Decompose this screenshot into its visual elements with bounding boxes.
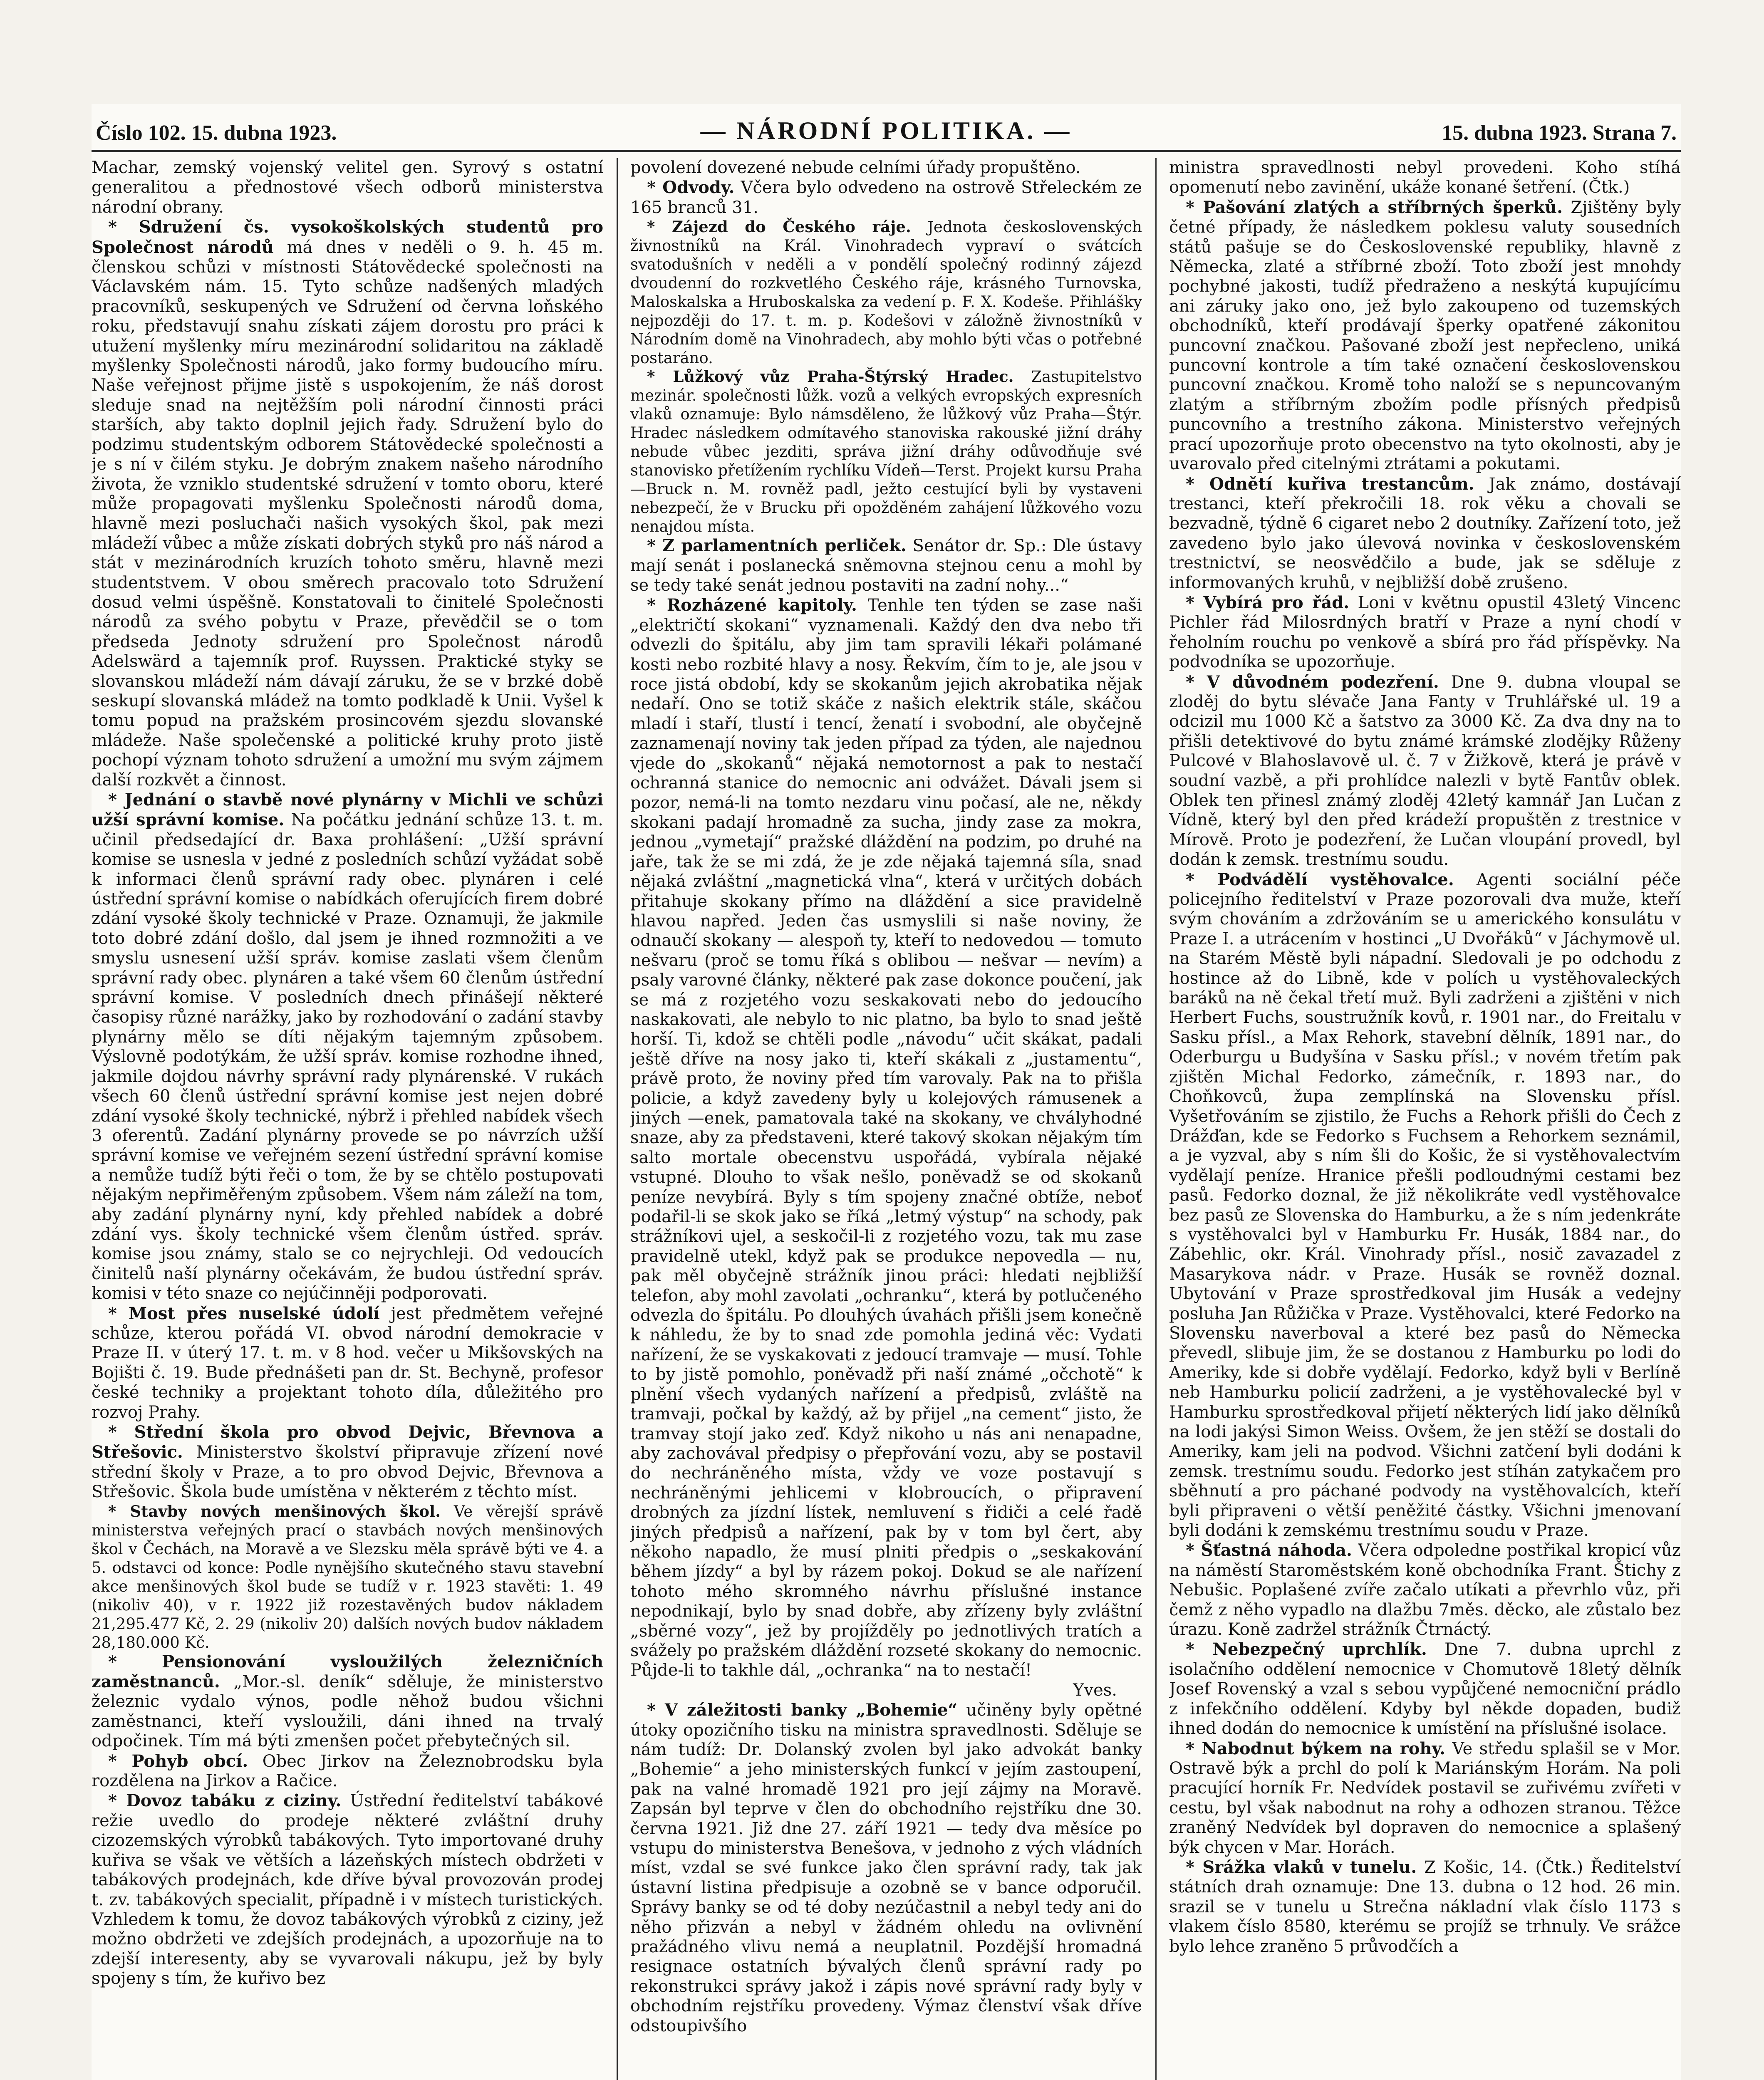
article-headline: * Lůžkový vůz Praha-Štýrský Hradec.: [647, 367, 1014, 386]
article-paragraph: [630, 536, 1142, 595]
article-text: Senátor dr. Sp.: Dle ústavy mají senát i poslanecká sněmovna stejnou cenu a mohl by se tedy také senát jednou postaviti na zadní nohy...“: [630, 536, 1142, 595]
article-paragraph: [92, 158, 603, 217]
article-paragraph: [630, 158, 1142, 178]
article-text: Jednota československých živnostníků na Král. Vinohradech vypraví o svátcích svatodušních v neděli a v pondělí společný rodinný zájezd dvoudenní do rozkvetlého Českého ráje, krásného Turnovska, Maloskalska a Hruboskalska za vedení p. F. X. Kodeše. Přihlášky nejpozději do 17. t. m. p. Kodešovi v záložně živnostníků v Národním domě na Vinohradech, aby mohlo býti včas o potřebné postaráno.: [630, 218, 1142, 367]
article-paragraph: [92, 217, 603, 790]
column-3: [1169, 158, 1681, 2080]
article-text: „Mor.-sl. deník“ sděluje, že ministerstvo železnic vydalo výnos, podle něhož budou všichni zaměstnanci, kteří vysloužili, dáni ihned na trvalý odpočinek. Tím má býti zmenšen počet přebytečných sil.: [92, 1672, 603, 1751]
article-headline: * Pensionování vysloužilých železničních zaměstnanců.: [92, 1652, 603, 1692]
article-text: Obec Jirkov na Železnobrodsku byla rozdělena na Jirkov a Račice.: [92, 1751, 603, 1791]
article-text: Zjištěny byly četné případy, že následkem poklesu valuty sousedních států pašuje se do Československé republiky, hlavně z Německa, zlaté a stříbrné zboží. Toto zboží jest mnohdy pochybné jakosti, tudíž předraženo a neskýtá kupujícímu ani záruky jako ono, jež bylo zakoupeno od tuzemských obchodníků, kteří prodávají šperky opatřené zákonitou puncovní značkou. Pašované zboží jest nepřecleno, uniká puncovní kontrole a tím také označení československou puncovní značkou. Kromě toho naloží se s nepuncovaným zlatým a stříbrným zbožím podle přísných předpisů puncovního a trestního zákona. Ministerstvo veřejných prací upozorňuje proto obecenstvo na tyto okolnosti, aby je uvarovalo před citelnými ztrátami a pokutami.: [1169, 198, 1681, 474]
article-headline: * Stavby nových menšinových škol.: [108, 1502, 441, 1520]
article-paragraph: [1169, 474, 1681, 593]
article-paragraph: [1169, 593, 1681, 672]
article-text: Na počátku jednání schůze 13. t. m. učinil předsedající dr. Baxa prohlášení: „Užší správní komise se usnesla v jedné z posledních schůzí vyžádat sobě k informaci členů správní rady obec. plynáren i celé ústřední správní komise o nabídkách oferujících firem dobré zdání vysoké školy technické v Praze. Oznamuji, že jakmile toto dobré zdání došlo, dal jsem je ihned rozmnožiti a ve smyslu usnesení užší správ. komise zaslati všem členům správní rady obec. plynáren a také všem 60 členům ústřední správní komise. V posledních dnech přinášejí některé časopisy různé narážky, jako by rozhodování o zadání stavby plynárny mělo se díti nějakým tajemným způsobem. Výslovně podotýkám, že užší správ. komise rozhodne ihned, jakmile dojdou návrhy správní rady plynárenské. V rukách všech 60 členů ústřední správní komise jest nejen dobré zdání vysoké školy technické, nýbrž i přehled nabídek všech 3 oferentů. Zadání plynárny provede se po návrzích užší správní komise ve veřejném sezení ústřední správní komise a nemůže tudíž býti řeči o tom, že by se chtělo postupovati nějakým nepřiměřeným způsobem. Všem nám záleží na tom, aby zadání plynárny nyní, kdy přehled nabídek a dobré zdání vys. školy technické všem členům ústřed. správ. komise jsou známy, stalo se co nejrychleji. Od vedoucích činitelů naší plynárny očekávám, že budou ústřední správ. komisi v této snaze co nejúčinněji podporovati.: [92, 810, 603, 1303]
article-headline: * Odvody.: [647, 178, 735, 198]
article-paragraph: [92, 1422, 603, 1502]
article-headline: * Odnětí kuřiva trestancům.: [1186, 474, 1474, 494]
article-paragraph: [630, 1700, 1142, 2036]
article-headline: * Podvádělí vystěhovalce.: [1186, 869, 1454, 889]
article-paragraph: [92, 1304, 603, 1422]
article-headline: * Sdružení čs. vysokoškolských studentů pro Společnost národů: [92, 217, 603, 257]
article-text: Ministerstvo školství připravuje zřízení nové střední školy v Praze, a to pro obvod Dejvic, Břevnova a Střešovic. Škola bude umístěna v některém z těchto míst.: [92, 1443, 603, 1502]
page-header: [92, 104, 1681, 152]
article-signature: Yves.: [1073, 1680, 1117, 1700]
article-headline: * V důvodném podezření.: [1186, 672, 1439, 692]
article-headline: * Nabodnut býkem na rohy.: [1186, 1738, 1446, 1758]
article-paragraph: [1169, 1639, 1681, 1738]
article-headline: * Dovoz tabáku z ciziny.: [108, 1791, 342, 1811]
article-text: Tenhle ten týden se zase naši „električtí skokani“ vyznamenali. Každý den dva nebo tři odvezli do špitálu, aby jim tam spravili lékaři polámané kosti nebo rozbité hlavy a nosy. Řekvím, čím to je, ale jsou v roce jistá období, kdy se skokanům jejich akrobatika nějak nedaří. Ono se totiž skáče z našich elektrik stále, skáčou mladí i staří, tlustí i tencí, ženatí i svobodní, ale obyčejně zaznamenají noviny tak jeden případ za týden, ale najednou vjede do „skokanů“ nějaká nemotornost a pak to nestačí ochranná stanice do nemocnic ani odvážet. Dávali jsem si pozor, nemá-li na tomto nezdaru vinu počasí, ale ne, někdy skokani padají hromadně za sucha, jindy zase za mokra, jednou „vymetají“ pražské dláždění na podzim, po druhé na jaře, tak že se mi zdá, že je zde nějaká tajemná síla, snad nějaká zvláštní „magnetická vlna“, která v určitých dobách přitahuje skokany přímo na dláždění a sice pravidelně hlavou napřed. Jeden čas usmyslili si naše noviny, že odnaučí skokany — alespoň ty, kteří to nedovedou — tomuto nešvaru (proč se tomu říká s oblibou — nešvar — nevím) a psaly varovné články, některé pak zase dokonce poučení, jak se má z rozjetého vozu seskakovati nebo do jedoucího naskakovati, ale nebylo to nic platno, ba bylo to snad ještě horší. Ti, kdož se chtěli podle „návodu“ učit skákat, padali ještě dříve na nosy jako ti, kteří skákali z „justamentu“, právě proto, že noviny před tím varovaly. Pak na to přišla policie, a když zavedeny byly u kolejových rámusenek a jiných —enek, pamatovala také na skokany, ve chvályhodné snaze, aby za představeni, které takový skokan nějakým tím salto mortale obecenstvu uspořádá, vybírala nějaké vstupné. Dlouho to však nešlo, poněvadž se od skokanů peníze nevybírá. Byly s tím spojeny značné obtíže, neboť podařil-li se skok jako se říká „letmý výstup“ na schody, pak strážníkovi ujel, a seskočil-li z rozjetého vozu, tak mu zase pravidelně utekl, když pak se produkce nepovedla — nu, pak měl obyčejně strážník jinou práci: hledati nejbližší telefon, aby mohl zavolati „ochranku“, která by potlučeného odvezla do špitálu. Po dlouhých úvahách přišli jsem konečně k náhledu, že by to snad zde pomohla jediná věc: Vydati nařízení, že se vyskakovati z jedoucí tramvaje — musí. Tohle to by jistě pomohlo, poněvadž při naší známé „očchotě“ k plnění všech vydaných nařízení a předpisů, zvláště na tramvaji, počkal by každý, až by přijel „na cement“ jisto, že tramvay stojí jako zeď. Když nikoho u nás ani nenapadne, aby zachovával předpisy o přepřování vozu, aby se postavil do nechráněného místa, vždy ve voze postavují s nechráněnými jehlicemi v klobroucích, o připravení drobných za jízdní lístek, nemluvení s řidiči a celé řadě jiných předpisů a nařízení, pak by v tom byl čert, aby někoho napadlo, že musí plniti předpis o „seskakování během jízdy“ a byl by rázem pokoj. Dokud se ale nařízení tohoto mého skromného návrhu příslušné instance nepodnikají, bylo by snad dobře, aby zřízeny byly zvláštní „sběrné vozy“, jež by projížděly po jednotlivých tratích a svážely po pražském dláždění rozseté skokany do nemocnic. Půjde-li to takhle dál, „ochranka“ na to nestačí!: [630, 596, 1142, 1680]
article-text: povolení dovezené nebude celními úřady propuštěno.: [630, 158, 1081, 177]
article-text: má dnes v neděli o 9. h. 45 m. členskou schůzi v místnosti Státovědecké společnosti na Václavském nám. 15. Tyto schůze nadšených mladých pracovníků, seskupených ve Sdružení od června loňského roku, představují snahu získati zájem dorostu pro práci k utužení myšlenky míru mezinárodní solidaritou na základě myšlenky Společnosti národů, jako formy budoucího míru. Naše veřejnost přijme jistě s uspokojením, že náš dorost sleduje snad na nejtěžším poli národní činnosti práci starších, aby takto doplnil jejich řady. Sdružení bylo do podzimu studentským odborem Státovědecké společnosti a je s ní v čilém styku. Je dobrým znakem našeho národního života, že vzniklo studentské sdružení v tomto oboru, které může propagovati myšlenku Společnosti národů doma, hlavně mezi posluchači našich vysokých škol, pak mezi mládeží vůbec a může získati dobrých styků pro náš národ a stát v mezinárodních kruzích tohoto směru, hlavně mezi studentstvem. V obou směrech pracovalo toto Sdružení dosud velmi úspěšně. Konstatovali to činitelé Společnosti národů za svého pobytu v Praze, převědčil se o tom předseda Jednoty sdružení pro Společnost národů Adelswärd a tajemník prof. Ruyssen. Praktické styky se slovanskou mládeží nám dávají záruku, že se v brzké době seskupí slovanská mládež na tomto podkladě k Unii. Vyšel k tomu popud na pražském prosincovém sjezdu slovanské mládeže. Naše společenské a politické kruhy proto jistě pochopí význam tohoto sdružení a umožní mu svým zájmem další rozkvět a činnost.: [92, 238, 603, 790]
article-headline: * Rozházené kapitoly.: [647, 595, 857, 615]
article-paragraph: [1169, 158, 1681, 198]
article-text: Loni v květnu opustil 43letý Vincenc Pichler řád Milosrdných bratří v Praze a nyní chodí v řeholním rouchu po venkově a sbírá pro řád příspěvky. Na podvodníka se upozorňuje.: [1169, 593, 1681, 672]
article-headline: * Jednání o stavbě nové plynárny v Michli ve schůzi užší správní komise.: [92, 790, 603, 830]
article-text: Dne 9. dubna vloupal se zloděj do bytu slévače Jana Fanty v Truhlářské ul. 19 a odcizil mu 1000 Kč a šatstvo za 3000 Kč. Za dva dny na to přišli detektivové do bytu známé krámské zlodějky Růženy Pulcové v Blahoslavově ul. č. 7 v Žižkově, která je právě v soudní vazbě, a při prohlídce nalezli v bytě Fantův oblek. Oblek ten přinesl známý zloděj 42letý kamnář Jan Lučan z Vídně, který byl den před krádeží propuštěn z trestnice v Mírově. Proto je podezření, že Lučan vloupání provedl, byl dodán k zemsk. trestnímu soudu.: [1169, 672, 1681, 869]
article-text: Včera bylo odvedeno na ostrově Střeleckém ze 165 branců 31.: [630, 178, 1142, 217]
article-paragraph: [92, 1502, 603, 1652]
article-text: Zastupitelstvo mezinár. společnosti lůžk. vozů a velkých evropských expresních vlaků oznamuje: Bylo námsděleno, že lůžkový vůz Praha—Štýr. Hradec následkem odmítavého stanoviska rakouské jižní dráhy nebude vůbec jezditi, správa jižní dráhy odůvodňuje své stanovisko přetížením rychlíku Vídeň—Terst. Projekt kursu Praha—Bruck n. M. rovněž padl, ježto cestující byli by vystaveni nebezpečí, že v Brucku při opožděném zahájení lůžkového vozu nenajdou místa.: [630, 368, 1142, 536]
article-headline: * Z parlamentních perliček.: [647, 536, 907, 556]
article-headline: * V záležitosti banky „Bohemie“: [647, 1700, 958, 1720]
article-text: Machar, zemský vojenský velitel gen. Syrový s ostatní generalitou a přednostové všech odborů ministerstva národní obrany.: [92, 158, 603, 217]
newspaper-title: — NÁRODNÍ POLITIKA. —: [700, 117, 1072, 144]
column-1: [92, 158, 603, 2080]
article-paragraph: [630, 178, 1142, 218]
article-paragraph: [92, 1751, 603, 1791]
article-headline: * Vybírá pro řád.: [1186, 592, 1350, 612]
article-headline: * Most přes nuselské údolí: [108, 1303, 380, 1323]
article-paragraph: [1169, 870, 1681, 1541]
article-text: jest předmětem veřejné schůze, kterou pořádá VI. obvod národní demokracie v Praze II. v úterý 17. t. m. v 8 hod. večer u Mikšovských na Bojišti č. 19. Bude přednášeti pan dr. St. Bechyně, profesor české techniky a projektant tohoto díla, důležitého pro rozvoj Prahy.: [92, 1304, 603, 1422]
article-paragraph: [1169, 1540, 1681, 1639]
article-headline: * Střední škola pro obvod Dejvic, Břevnova a Střešovic.: [92, 1422, 603, 1462]
article-columns: [92, 158, 1681, 2080]
article-text: Jak známo, dostávají trestanci, kteří překročili 18. rok věku a chovali se bezvadně, týdně 6 cigaret nebo 2 doutníky. Zařízení toto, jež zavedeno bylo jako úlevová novinka v československém trestnictví, se neosvědčilo a bude, jak se sděluje z informovaných kruhů, v nejbližší době zrušeno.: [1169, 474, 1681, 592]
article-paragraph: [630, 367, 1142, 536]
article-paragraph: [1169, 1857, 1681, 1956]
newspaper-page: [92, 104, 1681, 2080]
article-text: ministra spravedlnosti nebyl provedeni. Koho stíhá opomenutí nebo zavinění, ukáže konané šetření. (Čtk.): [1169, 158, 1681, 197]
article-paragraph: [1169, 672, 1681, 870]
article-paragraph: [1169, 1739, 1681, 1857]
date-page-number: 15. dubna 1923. Strana 7.: [1442, 121, 1677, 145]
article-text: Dne 7. dubna uprchl z isolačního oddělení nemocnice v Chomutově 18letý dělník Josef Rovenský a vzal s sebou vypůjčené nemocniční prádlo z infekčního oddělení. Kdyby byl někde dopaden, budiž ihned dodán do nemocnice k umístění na příslušné isolace.: [1169, 1640, 1681, 1738]
article-paragraph: [1169, 198, 1681, 474]
article-paragraph: [630, 218, 1142, 367]
issue-number-date: Číslo 102. 15. dubna 1923.: [96, 121, 337, 145]
article-paragraph: [630, 595, 1142, 1680]
article-headline: * Srážka vlaků v tunelu.: [1186, 1857, 1417, 1877]
column-2: [630, 158, 1142, 2080]
article-text: Ústřední ředitelství tabákové režie uvedlo do prodeje některé zvláštní druhy cizozemských výrobků tabákových. Tyto importované druhy kuřiva se však ve větších a lázeňských místech obdržeti v tabákových prodejnách, kde dříve býval provozován prodej t. zv. tabákových specialit, případně i v místech turistických. Vzhledem k tomu, že dovoz tabákových výrobků z ciziny, jež možno obdržeti ve zdejších prodejnách, a upozorňuje na to zdejší interesenty, aby se vyvarovali nákupu, jež by byly spojeny s tím, že kuřivo bez: [92, 1791, 603, 1988]
article-headline: * Pašování zlatých a stříbrných šperků.: [1186, 197, 1563, 217]
article-paragraph: [92, 1791, 603, 1988]
article-text: Včera odpoledne postřikal kropicí vůz na náměstí Staroměstském koně obchodníka Frant. Štichy z Nebušic. Poplašené zvíře začalo utíkati a převrhlo vůz, při čemž z něho vypadlo na dlažbu 7měs. děcko, ale zůstalo bez úrazu. Koně zadržel strážník Čtrnáctý.: [1169, 1541, 1681, 1639]
article-text: Z Košic, 14. (Čtk.) Ředitelství státních drah oznamuje: Dne 13. dubna o 12 hod. 26 min. srazil se v tunelu u Strečna nákladní vlak číslo 1173 s vlakem číslo 8580, kterému se projíž se trhnuly. Ve srážce bylo lehce zraněno 5 průvodčích a: [1169, 1857, 1681, 1956]
article-headline: * Nebezpečný uprchlík.: [1186, 1639, 1427, 1659]
article-text: Ve věrejší správě ministerstva veřejných prací o stavbách nových menšinových škol v Čechách, na Moravě a ve Slezsku měla správě býti ve 4. a 5. odstavci od konce: Podle nynějšího skutečného stavu stavební akce menšinových škol bude se tudíž v r. 1923 stavěti: 1. 49 (nikoliv 40), v r. 1922 již rozestavěných budov nákladem 21,295.477 Kč, 2. 29 (nikoliv 20) dalších nových budov nákladem 28,180.000 Kč.: [92, 1502, 603, 1652]
article-text: Ve středu splašil se v Mor. Ostravě býk a prchl do polí k Mariánským Horám. Na poli pracující horník Fr. Nedvídek postavil se zuřivému zvířeti v cestu, byl však nabodnut na rohy a odhozen stranou. Těžce zraněný Nedvídek byl dopraven do nemocnice a splašený býk chycen v Mar. Horách.: [1169, 1739, 1681, 1857]
article-text: učiněny byly opětné útoky opozičního tisku na ministra spravedlnosti. Sděluje se nám tudíž: Dr. Dolanský zvolen byl jako advokát banky „Bohemie“ a jeho ministerských funkcí v jejím zastoupení, pak na valné hromadě 1921 pro její zájmy na Moravě. Zapsán byl teprve v člen do obchodního rejstříku dne 30. června 1921. Již dne 27. září 1921 — tedy dva měsíce po vstupu do ministerstva Benešova, v jednoho z vých vládních míst, vzdal se své funkce jako člen správní rady, tak jak ústavní listina předpisuje a ozobně se v bance odporučil. Správy banky se od té doby nezúčastnil a nebyl tedy ani do něho přizván a nebyl v žádném ohledu na ovlivnění pražádného vlivu nemá a neuplatnil. Pozdější hromadná resignace ostatních bývalých členů správní rady po rekonstrukci správy jakož i zápis nové správní rady byly v obchodním rejstříku provedeny. Výmaz členství však dříve odstoupivšího: [630, 1701, 1142, 2035]
article-paragraph: [92, 790, 603, 1304]
article-paragraph: [92, 1652, 603, 1751]
article-headline: * Šťastná náhoda.: [1186, 1540, 1352, 1560]
article-headline: * Pohyb obcí.: [108, 1751, 248, 1771]
article-headline: * Zájezd do Českého ráje.: [647, 218, 911, 236]
article-text: Agenti sociální péče policejního ředitelství v Praze pozorovali dva muže, kteří svým chováním a zdržováním se u amerického konsulátu v Praze I. a utrácením v hostinci „U Dvořáků“ v Jáchymově ul. na Starém Městě byli nápadní. Sledovali je po odchodu z hostince až do Libně, kde v polích u vystěhovaleckých baráků na ně čekal třetí muž. Byli zadrženi a zjištěni v nich Herbert Fuchs, soustružník kovů, r. 1901 nar., do Freitalu v Sasku přísl., a Max Rehork, stavební dělník, 1891 nar., do Oderburgu u Budyšína v Sasku přísl.; v novém třetím pak zjištěn Michal Fedorko, zámečník, r. 1893 nar., do Choňkovců, župa zemplínská na Slovensku přísl. Vyšetřováním se zjistilo, že Fuchs a Rehork přišli do Čech z Drážďan, kde se Fedorko s Fuchsem a Rehorkem seznámil, a je vyzval, aby s ním šli do Košic, že si vystěhovalectvím vydělají peníze. Hranice přešli podloudnými cestami bez pasů. Fedorko doznal, že již několikráte vedl vystěhovalce bez pasů ze Slovenska do Hamburku, a že s ním jedenkráte s vystěhovalci byl v Hamburku Fr. Husák, 1884 nar., do Zábehlic, okr. Král. Vinohrady přísl., nosič zavazadel z Masarykova nádr. v Praze. Husák se rovněž doznal. Ubytování v Praze sprostředkoval jim Husák a vedejny posluha Jan Růžička v Praze. Vystěhovalci, které Fedorko na Slovensku naverboval a které bez pasů do Německa převedl, slibuje jim, že se dostanou z Hamburku po lodi do Ameriky, kde si dobře vydělají. Fedorko, když byli v Berlíně neb Hamburku policií zadrženi, a je vystěhovalecké byl v Hamburku sprostředkoval přijetí některých lidí jako dělníků na lodi jakýsi Simon Weiss. Ovšem, že jen stěží se dostali do Ameriky, kam jeli na podvod. Všichni zatčení byli dodáni k zemsk. trestnímu soudu. Fedorko jest stíhán zatykačem pro sběhnutí a pro páchané podvody na vystěhovalcích, kteří byli připraveni o větší peněžité částky. Všichni jmenovaní byli dodáni k zemskému trestnímu soudu v Praze.: [1169, 870, 1681, 1540]
